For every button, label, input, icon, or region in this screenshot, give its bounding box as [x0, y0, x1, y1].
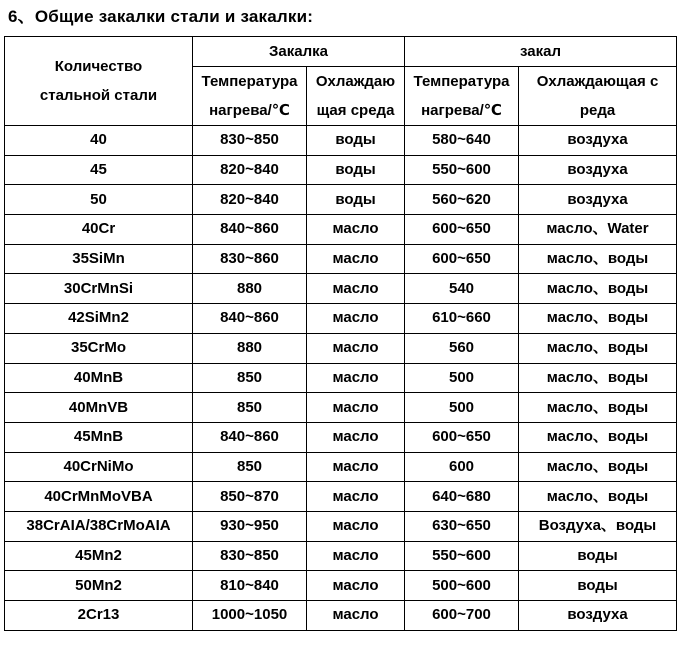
cell-temper-medium: масло、воды — [519, 363, 677, 393]
cell-steel-grade: 30CrMnSi — [5, 274, 193, 304]
table-row — [5, 422, 677, 452]
steel-heat-treatment-table — [4, 36, 677, 631]
cell-temper-medium: воздуха — [519, 185, 677, 215]
cell-quench-temp: 840~860 — [193, 304, 307, 334]
cell-steel-grade: 2Cr13 — [5, 601, 193, 631]
table-row — [5, 571, 677, 601]
table-row — [5, 215, 677, 245]
cell-quench-temp: 880 — [193, 274, 307, 304]
table-row — [5, 511, 677, 541]
cell-quench-medium: масло — [307, 333, 405, 363]
cell-temper-medium: воздуха — [519, 601, 677, 631]
cell-steel-grade: 45MnB — [5, 422, 193, 452]
cell-temper-temp: 560 — [405, 333, 519, 363]
cell-quench-temp: 1000~1050 — [193, 601, 307, 631]
cell-quench-medium: масло — [307, 482, 405, 512]
table-row — [5, 185, 677, 215]
cell-quench-medium: воды — [307, 126, 405, 156]
cell-quench-temp: 820~840 — [193, 185, 307, 215]
cell-temper-medium: масло、воды — [519, 452, 677, 482]
table-row — [5, 155, 677, 185]
cell-temper-temp: 630~650 — [405, 511, 519, 541]
table-header — [5, 37, 677, 126]
header-quench-temp: Температура нагрева/℃ — [193, 67, 307, 126]
cell-quench-temp: 830~850 — [193, 541, 307, 571]
cell-steel-grade: 40Cr — [5, 215, 193, 245]
cell-temper-medium: масло、Water — [519, 215, 677, 245]
cell-quench-temp: 840~860 — [193, 422, 307, 452]
cell-quench-medium: масло — [307, 363, 405, 393]
cell-quench-medium: масло — [307, 304, 405, 334]
cell-quench-medium: масло — [307, 541, 405, 571]
cell-steel-grade: 50Mn2 — [5, 571, 193, 601]
cell-quench-temp: 930~950 — [193, 511, 307, 541]
cell-temper-temp: 560~620 — [405, 185, 519, 215]
cell-steel-grade: 40MnB — [5, 363, 193, 393]
cell-temper-temp: 500 — [405, 363, 519, 393]
cell-temper-medium: масло、воды — [519, 244, 677, 274]
header-temper-temp: Температура нагрева/℃ — [405, 67, 519, 126]
cell-steel-grade: 45Mn2 — [5, 541, 193, 571]
cell-steel-grade: 40CrNiMo — [5, 452, 193, 482]
cell-temper-medium: масло、воды — [519, 304, 677, 334]
cell-temper-temp: 600 — [405, 452, 519, 482]
cell-temper-temp: 600~650 — [405, 244, 519, 274]
cell-temper-medium: воды — [519, 541, 677, 571]
cell-quench-temp: 850 — [193, 452, 307, 482]
cell-temper-temp: 550~600 — [405, 541, 519, 571]
header-tempering: закал — [405, 37, 677, 67]
cell-temper-temp: 600~650 — [405, 422, 519, 452]
cell-quench-temp: 880 — [193, 333, 307, 363]
table-row — [5, 452, 677, 482]
cell-temper-medium: воздуха — [519, 155, 677, 185]
cell-quench-temp: 810~840 — [193, 571, 307, 601]
cell-temper-medium: воздуха — [519, 126, 677, 156]
header-steel-count: Количество стальной стали — [5, 37, 193, 126]
table-row — [5, 482, 677, 512]
page-title: 6、Общие закалки стали и закалки: — [8, 7, 314, 26]
table-row — [5, 274, 677, 304]
cell-quench-medium: масло — [307, 215, 405, 245]
cell-temper-temp: 610~660 — [405, 304, 519, 334]
cell-temper-medium: масло、воды — [519, 333, 677, 363]
cell-steel-grade: 35SiMn — [5, 244, 193, 274]
cell-quench-medium: масло — [307, 601, 405, 631]
cell-steel-grade: 40 — [5, 126, 193, 156]
cell-quench-medium: масло — [307, 244, 405, 274]
cell-temper-temp: 540 — [405, 274, 519, 304]
cell-steel-grade: 42SiMn2 — [5, 304, 193, 334]
cell-quench-medium: масло — [307, 511, 405, 541]
table-row — [5, 393, 677, 423]
cell-temper-temp: 600~650 — [405, 215, 519, 245]
cell-quench-temp: 820~840 — [193, 155, 307, 185]
table-row — [5, 244, 677, 274]
cell-temper-temp: 500~600 — [405, 571, 519, 601]
cell-temper-medium: воды — [519, 571, 677, 601]
cell-quench-temp: 850~870 — [193, 482, 307, 512]
cell-temper-medium: масло、воды — [519, 422, 677, 452]
cell-temper-medium: масло、воды — [519, 482, 677, 512]
header-quench-medium: Охлаждающая среда — [307, 67, 405, 126]
cell-temper-temp: 580~640 — [405, 126, 519, 156]
cell-quench-medium: масло — [307, 452, 405, 482]
cell-quench-medium: масло — [307, 393, 405, 423]
cell-temper-medium: Воздуха、воды — [519, 511, 677, 541]
table-row — [5, 363, 677, 393]
cell-quench-temp: 830~850 — [193, 126, 307, 156]
cell-quench-medium: воды — [307, 185, 405, 215]
cell-temper-medium: масло、воды — [519, 393, 677, 423]
cell-temper-medium: масло、воды — [519, 274, 677, 304]
cell-steel-grade: 50 — [5, 185, 193, 215]
cell-quench-temp: 830~860 — [193, 244, 307, 274]
header-temper-medium: Охлаждающая среда — [519, 67, 677, 126]
table-row — [5, 304, 677, 334]
cell-temper-temp: 640~680 — [405, 482, 519, 512]
cell-quench-medium: масло — [307, 422, 405, 452]
cell-temper-temp: 500 — [405, 393, 519, 423]
table-row — [5, 333, 677, 363]
cell-quench-medium: масло — [307, 571, 405, 601]
header-quenching: Закалка — [193, 37, 405, 67]
cell-temper-temp: 550~600 — [405, 155, 519, 185]
cell-steel-grade: 35CrMo — [5, 333, 193, 363]
cell-quench-temp: 840~860 — [193, 215, 307, 245]
cell-steel-grade: 40MnVB — [5, 393, 193, 423]
table-row — [5, 541, 677, 571]
cell-quench-medium: воды — [307, 155, 405, 185]
cell-steel-grade: 40CrMnMoVBA — [5, 482, 193, 512]
table-row — [5, 601, 677, 631]
cell-steel-grade: 38CrAIA/38CrMoAIA — [5, 511, 193, 541]
cell-quench-medium: масло — [307, 274, 405, 304]
cell-quench-temp: 850 — [193, 363, 307, 393]
table-row — [5, 126, 677, 156]
table-body — [5, 126, 677, 631]
cell-steel-grade: 45 — [5, 155, 193, 185]
cell-temper-temp: 600~700 — [405, 601, 519, 631]
cell-quench-temp: 850 — [193, 393, 307, 423]
